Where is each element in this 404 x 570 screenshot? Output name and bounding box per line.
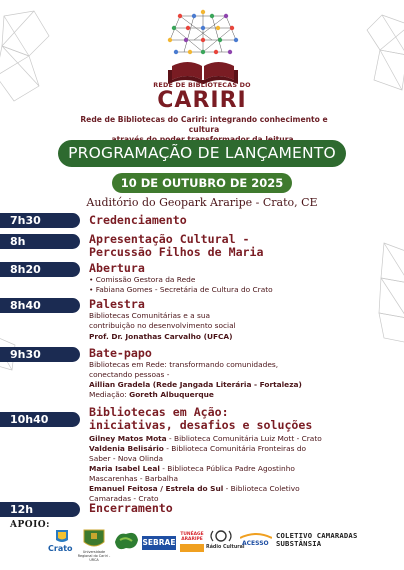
time-badge: 8h20 xyxy=(0,262,80,277)
session-title-line-1: Bibliotecas em Ação: xyxy=(89,405,229,419)
session-title-line-1: Apresentação Cultural - xyxy=(89,232,250,246)
panelist xyxy=(89,444,306,454)
session-title: Bate-papo xyxy=(89,346,152,360)
session-title-line-2: iniciativas, desafios e soluções xyxy=(89,418,313,432)
panelist-name: Valdenia Belisário xyxy=(89,444,164,453)
sponsor-name: SEBRAE xyxy=(142,536,176,550)
program-banner: PROGRAMAÇÃO DE LANÇAMENTO xyxy=(58,140,346,167)
time-badge: 9h30 xyxy=(0,347,80,362)
mediation-name: Goreth Albuquerque xyxy=(129,390,214,399)
time-badge: 8h xyxy=(0,234,80,249)
panelist-name: Gilney Matos Mota xyxy=(89,434,167,443)
session-title: Palestra xyxy=(89,297,145,311)
session-title xyxy=(89,233,264,259)
sponsor-name: Universidade Regional do Cariri - URCA xyxy=(77,550,111,562)
session-speaker: Prof. Dr. Jonathas Carvalho (UFCA) xyxy=(89,332,233,341)
session-title: Abertura xyxy=(89,261,145,275)
sponsor-name: Rádio Cultural xyxy=(206,545,245,550)
session-detail: contribuição no desenvolvimento social xyxy=(89,321,236,330)
map-logo xyxy=(112,528,140,558)
panelist xyxy=(89,464,295,474)
session-title-line-2: Percussão Filhos de Maria xyxy=(89,245,264,259)
apoio-label: APOIO: xyxy=(10,520,50,530)
session-detail: conectando pessoas - xyxy=(89,370,170,379)
cariri-network-logo xyxy=(160,8,246,90)
session-detail: • Fabiana Gomes - Secretária de Cultura do Crato xyxy=(89,285,273,294)
panelist-affiliation-cont: Mascarenhas - Barbalha xyxy=(89,474,179,483)
session-detail: Bibliotecas Comunitárias e a sua xyxy=(89,311,211,320)
time-badge: 12h xyxy=(0,502,80,517)
radio-cultural-logo xyxy=(206,528,245,550)
event-date: 10 DE OUTUBRO DE 2025 xyxy=(112,173,292,193)
session-mediation xyxy=(89,390,214,400)
panelist-affiliation: - Biblioteca Comunitária Luiz Mott - Crato xyxy=(166,434,322,443)
mediation-label: Mediação: xyxy=(89,390,130,399)
session-title xyxy=(89,406,312,432)
panelist-name: Maria Isabel Leal xyxy=(89,464,160,473)
session-detail: • Comissão Gestora da Rede xyxy=(89,275,196,284)
logo-title: CARIRI xyxy=(157,88,247,113)
sponsor-name: Crato xyxy=(48,544,73,553)
tagline-line-1: Rede de Bibliotecas do Cariri: integrando conhecimento e cultura xyxy=(80,115,328,134)
panelist-affiliation: - Biblioteca Coletivo xyxy=(223,484,300,493)
sponsor-name: TUNÉAGE ARARIPE xyxy=(180,532,204,542)
session-title: Credenciamento xyxy=(89,213,187,227)
panelist-affiliation-cont: Camaradas - Crato xyxy=(89,494,159,503)
sponsor-name: ACESSO xyxy=(242,540,269,547)
crato-logo xyxy=(46,528,78,558)
session-speaker: Aillian Gradela (Rede Jangada Literária - Fortaleza) xyxy=(89,380,302,389)
urca-logo xyxy=(77,528,111,562)
logo-subtitle: REDE DE BIBLIOTECAS DO xyxy=(153,81,251,89)
panelist-affiliation-cont: Saber - Nova Olinda xyxy=(89,454,163,463)
session-title: Encerramento xyxy=(89,501,173,515)
event-venue: Auditório do Geopark Araripe - Crato, CE xyxy=(86,196,318,209)
time-badge: 8h40 xyxy=(0,298,80,313)
panelist-name: Emanuel Feitosa / Estrela do Sul xyxy=(89,484,224,493)
sponsor-name: COLETIVO CAMARADAS SUBSTÂNSIA xyxy=(276,531,358,548)
time-badge: 10h40 xyxy=(0,412,80,427)
polygon-decoration-mid-right xyxy=(369,238,404,348)
panelist-affiliation: - Biblioteca Comunitária Fronteiras do xyxy=(163,444,307,453)
session-detail: Bibliotecas em Rede: transformando comunidades, xyxy=(89,360,279,369)
time-badge: 7h30 xyxy=(0,213,80,228)
panelist xyxy=(89,484,300,494)
panelist-affiliation: - Biblioteca Pública Padre Agostinho xyxy=(159,464,295,473)
panelist xyxy=(89,434,322,444)
